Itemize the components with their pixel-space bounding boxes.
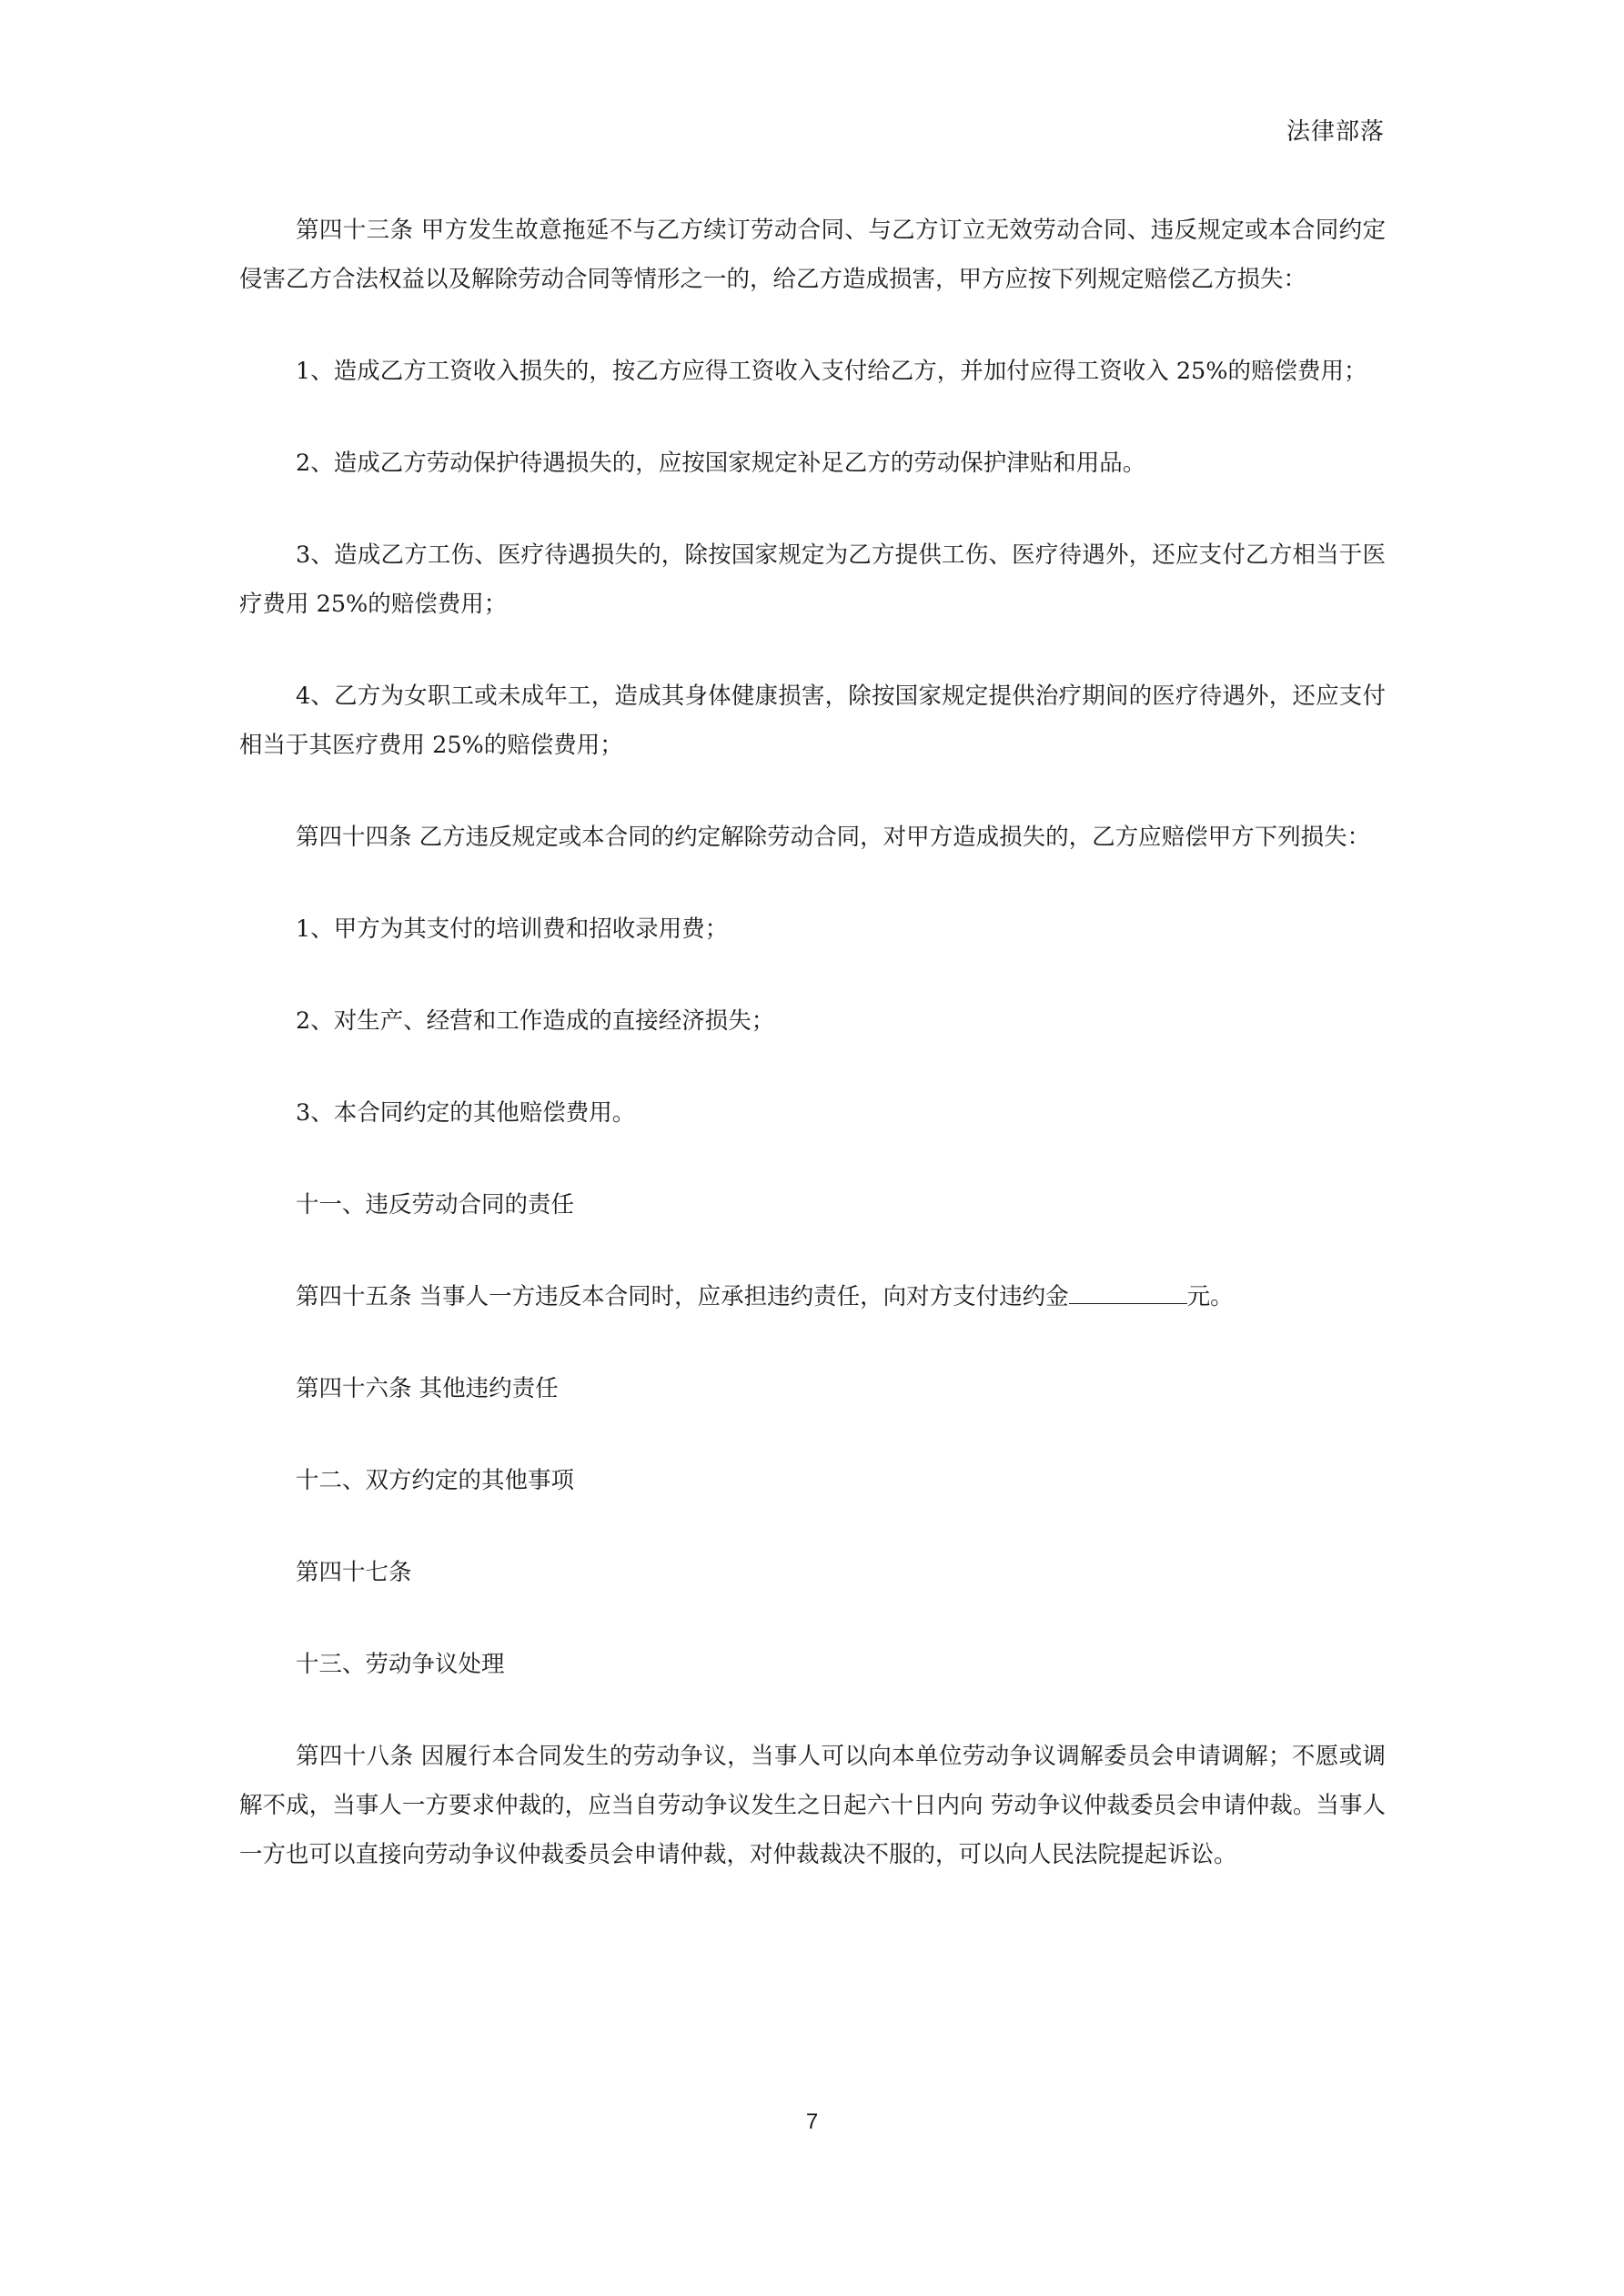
section-12-heading: 十二、双方约定的其他事项 (296, 1467, 575, 1494)
article-43-item-2: 2、造成乙方劳动保护待遇损失的，应按国家规定补足乙方的劳动保护津贴和用品。 (296, 450, 1146, 477)
section-13-heading: 十三、劳动争议处理 (296, 1651, 505, 1678)
article-45-text: 第四十五条 当事人一方违反本合同时，应承担违约责任，向对方支付违约金 (296, 1283, 1069, 1310)
article-45-paragraph (239, 1272, 1386, 1321)
document-body (239, 206, 1386, 1922)
article-43-paragraph: 第四十三条 甲方发生故意拖延不与乙方续订劳动合同、与乙方订立无效劳动合同、违反规定或本合同约定侵害乙方合法权益以及解除劳动合同等情形之一的，给乙方造成损害，甲方应按下列规定赔偿乙方损失： (239, 217, 1386, 293)
article-48-paragraph: 第四十八条 因履行本合同发生的劳动争议，当事人可以向本单位劳动争议调解委员会申请调解；不愿或调解不成，当事人一方要求仲裁的，应当自劳动争议发生之日起六十日内向 劳动争议仲裁委员会申请仲裁。当事人一方也可以直接向劳动争议仲裁委员会申请仲裁，对仲裁裁决不服的，可以向人民法院提起诉讼。 (239, 1743, 1386, 1868)
penalty-amount-blank (1069, 1278, 1187, 1304)
page-header: 法律部落 (1286, 118, 1385, 146)
article-44-item-1: 1、甲方为其支付的培训费和招收录用费； (296, 915, 729, 943)
article-46-paragraph: 第四十六条 其他违约责任 (296, 1375, 559, 1402)
article-44-item-3: 3、本合同约定的其他赔偿费用。 (296, 1099, 636, 1127)
article-44-paragraph: 第四十四条 乙方违反规定或本合同的约定解除劳动合同，对甲方造成损失的，乙方应赔偿甲方下列损失： (296, 824, 1371, 851)
page-number: 7 (805, 2109, 819, 2134)
article-44-item-2: 2、对生产、经营和工作造成的直接经济损失； (296, 1007, 775, 1035)
article-45-unit: 元。 (1186, 1283, 1234, 1310)
article-43-item-3: 3、造成乙方工伤、医疗待遇损失的，除按国家规定为乙方提供工伤、医疗待遇外，还应支付乙方相当于医疗费用 25%的赔偿费用； (239, 541, 1386, 618)
section-11-heading: 十一、违反劳动合同的责任 (296, 1191, 575, 1219)
article-43-item-4: 4、乙方为女职工或未成年工，造成其身体健康损害，除按国家规定提供治疗期间的医疗待遇外，还应支付相当于其医疗费用 25%的赔偿费用； (239, 683, 1386, 759)
article-43-item-1: 1、造成乙方工资收入损失的，按乙方应得工资收入支付给乙方，并加付应得工资收入 25%的赔偿费用； (296, 358, 1367, 385)
article-47-paragraph: 第四十七条 (296, 1559, 412, 1586)
